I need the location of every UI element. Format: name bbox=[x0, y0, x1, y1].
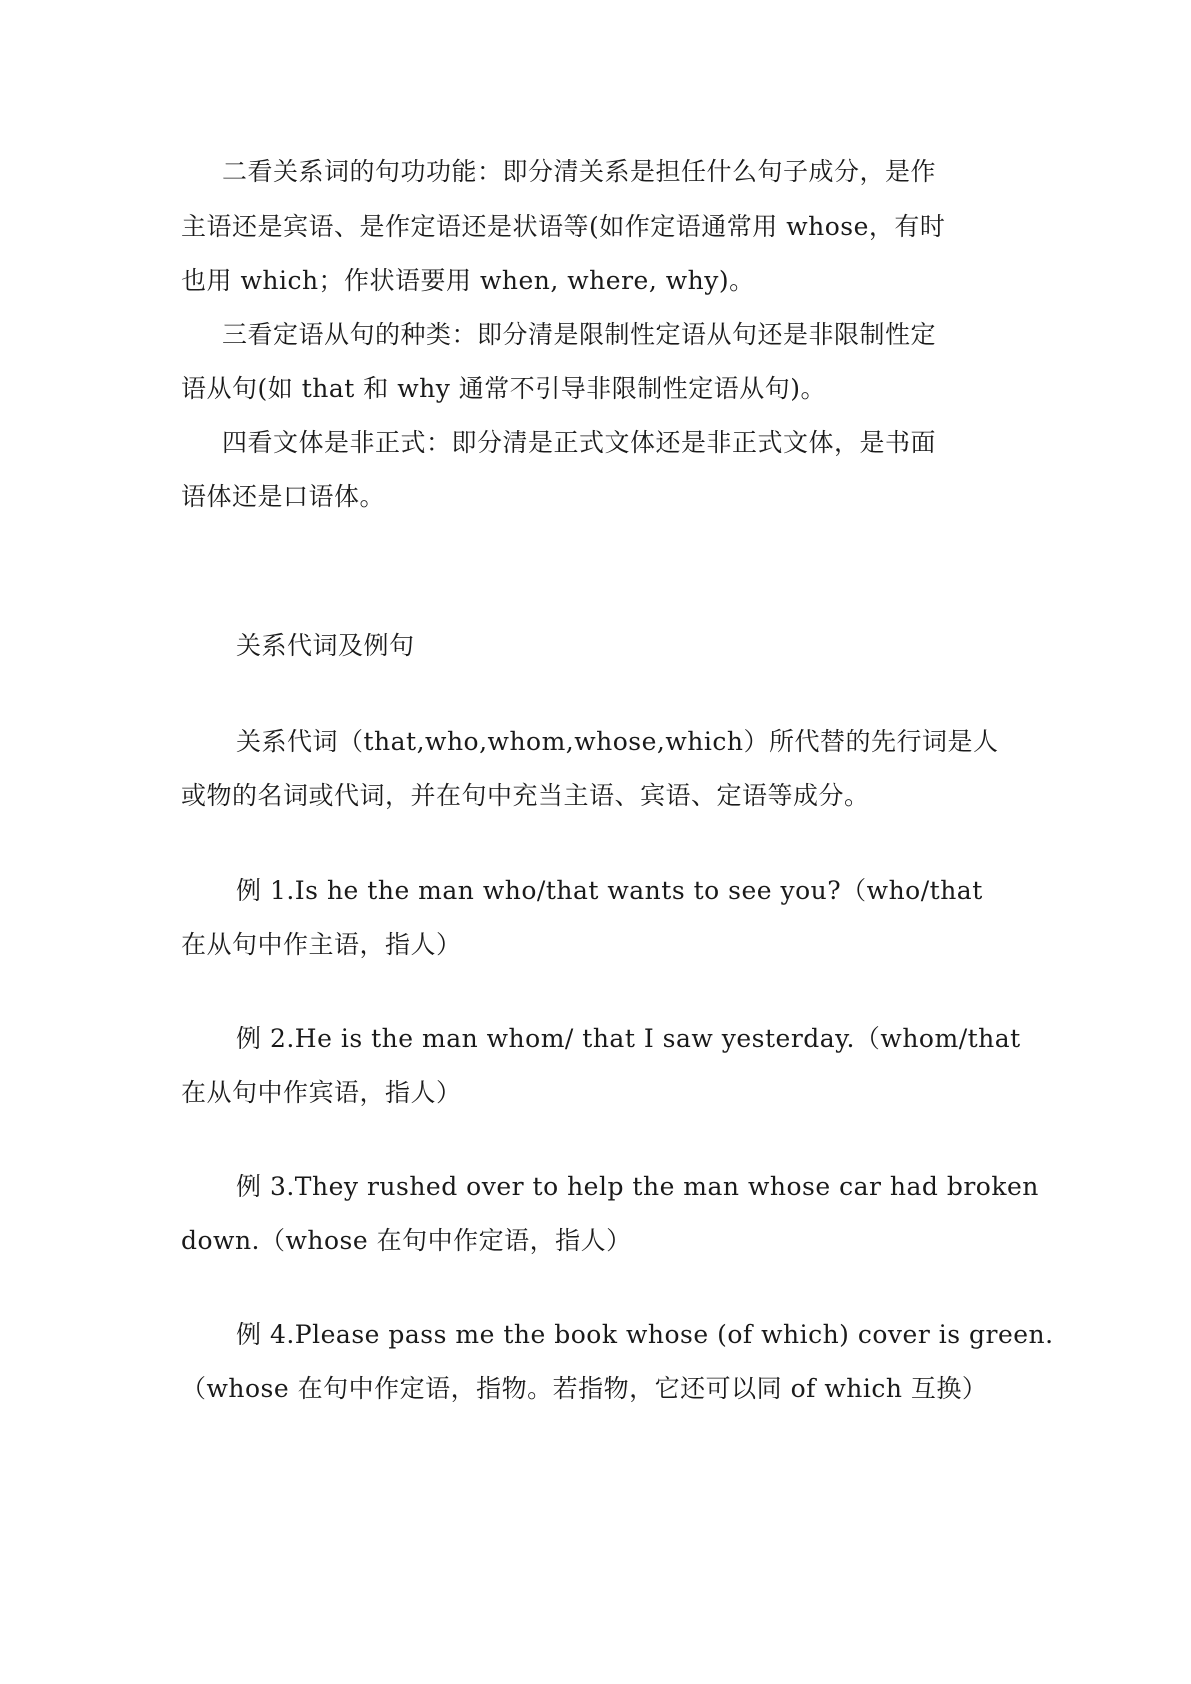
example-4-line-2: （whose 在句中作定语，指物。若指物，它还可以同 of which 互换） bbox=[181, 1374, 988, 1403]
paragraph-1-line-3: 也用 which；作状语要用 when, where, why)。 bbox=[181, 266, 755, 295]
paragraph-1-line-2: 主语还是宾语、是作定语还是状语等(如作定语通常用 whose，有时 bbox=[181, 212, 946, 241]
example-4-line-1: 例 4.Please pass me the book whose (of which) cover is green. bbox=[236, 1320, 1054, 1349]
intro-line-1: 关系代词（that,who,whom,whose,which）所代替的先行词是人 bbox=[236, 727, 999, 756]
example-1-line-2: 在从句中作主语，指人） bbox=[181, 930, 462, 959]
paragraph-3-line-1: 四看文体是非正式：即分清是正式文体还是非正式文体，是书面 bbox=[222, 428, 937, 457]
example-3-line-1: 例 3.They rushed over to help the man whose car had broken bbox=[236, 1172, 1039, 1201]
section-heading: 关系代词及例句 bbox=[236, 631, 415, 660]
example-2-line-2: 在从句中作宾语，指人） bbox=[181, 1078, 462, 1107]
paragraph-2-line-2: 语从句(如 that 和 why 通常不引导非限制性定语从句)。 bbox=[181, 374, 827, 403]
example-3-line-2: down.（whose 在句中作定语，指人） bbox=[181, 1226, 632, 1255]
paragraph-1-line-1: 二看关系词的句功功能：即分清关系是担任什么句子成分，是作 bbox=[222, 157, 937, 186]
example-2-line-1: 例 2.He is the man whom/ that I saw yesterday.（whom/that bbox=[236, 1024, 1021, 1053]
example-1-line-1: 例 1.Is he the man who/that wants to see you?（who/that bbox=[236, 876, 983, 905]
paragraph-2-line-1: 三看定语从句的种类：即分清是限制性定语从句还是非限制性定 bbox=[222, 320, 937, 349]
paragraph-3-line-2: 语体还是口语体。 bbox=[181, 482, 386, 511]
intro-line-2: 或物的名词或代词，并在句中充当主语、宾语、定语等成分。 bbox=[181, 781, 870, 810]
